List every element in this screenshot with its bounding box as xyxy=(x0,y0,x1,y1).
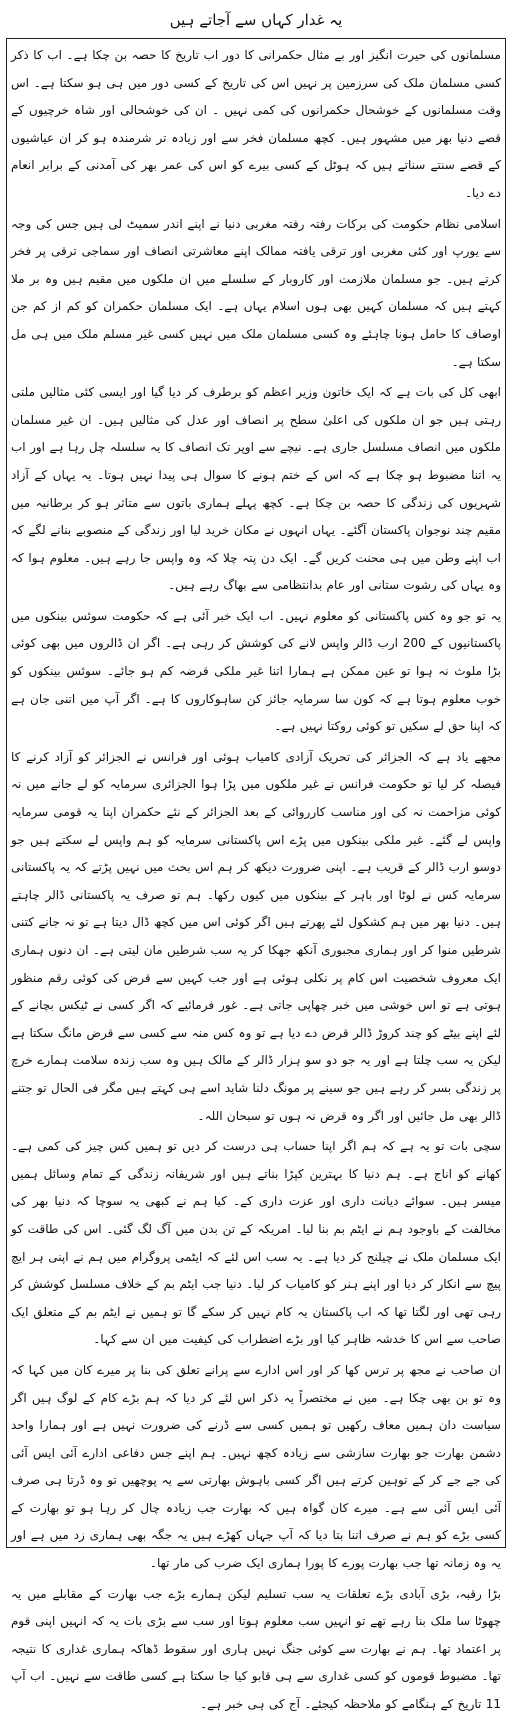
article-paragraph: مسلمانوں کی حیرت انگیز اور بے مثال حکمرانی کا دور اب تاریخ کا حصہ بن چکا ہے۔ اب کا ذکر کسی مسلمان ملک کی سرزمین پر نہیں اس کی تاریخ کے کسی دور میں ہی ہو سکتا ہے۔ اس وقت مسلمانوں کے خوشحال حکمرانوں کی کمی نہیں ۔ ان کی خوشحالی اور شاہ خرچیوں کے قصے دنیا بھر میں مشہور ہیں۔ کچھ مسلمان فخر سے اور زیادہ تر شرمندہ ہو کر ان عیاشیوں کے قصے سنتے سناتے ہیں کہ ہوٹل کے کسی بیرے کو اس کی عمر بھر کی آمدنی کے برابر انعام دے دیا۔ xyxy=(11,48,501,200)
article-headline: یہ غدار کہاں سے آجاتے ہیں xyxy=(169,11,343,29)
article-paragraph: سچی بات تو یہ ہے کہ ہم اگر اپنا حساب ہی درست کر دیں تو ہمیں کس چیز کی کمی ہے۔ کھانے کو اناج ہے۔ ہم دنیا کا بہترین کپڑا بناتے ہیں اور شریفانہ زندگی کے تمام وسائل ہمیں میسر ہیں۔ سوائے دیانت داری اور عزت داری کے۔ کیا ہم نے کبھی یہ سوچا کہ دنیا بھر کی مخالفت کے باوجود ہم نے ایٹم بم بنا لیا۔ امریکہ کے تن بدن میں آگ لگ گئی۔ اس کی طاقت کو ایک مسلمان ملک نے چیلنج کر دیا ہے۔ یہ سب اس لئے کہ ایٹمی پروگرام میں ہم نے اپنی ہر ایچ پیچ سے انکار کر دیا اور اپنے ہنر کو کامیاب کر لیا۔ دنیا جب ایٹم بم کے خلاف مسلسل کوشش کر رہی تھی اور لگتا تھا کہ اب پاکستان یہ کام نہیں کر سکے گا تو ہمیں نے ایٹم بم کے متعلق ایک صاحب سے اس کا خدشہ ظاہر کیا اور بڑے اضطراب کی کیفیت میں ان سے کہا۔ xyxy=(11,1139,501,1347)
article-paragraph: ان صاحب نے مجھ پر ترس کھا کر اور اس ادارے سے پرانے تعلق کی بنا پر میرے کان میں کہا کہ وہ تو بن بھی چکا ہے۔ میں نے مختصراً یہ ذکر اس لئے کر دیا کہ ہم بڑے کام کے لوگ ہیں اگر سیاست دان ہمیں معاف رکھیں تو ہمیں کسی سے ڈرنے کی ضرورت نہیں ہے اور ہمارا واحد دشمن بھارت جو بھارت سازشی سے زیادہ کچھ نہیں۔ ہم اپنے جس دفاعی ادارے آئی ایس آئی کی جے جے کر کے توہین کرتے ہیں اگر کسی باہوش بھارتی سے یہ پوچھیں تو وہ ڈرتا ہی صرف آئی ایس آئی سے ہے۔ میرے کان گواہ ہیں کہ بھارت جب زیادہ چال کر رہا ہو تو بھارت کے کسی بڑے کو ہم نے صرف اتنا بتا دیا کہ آپ جہاں کھڑے ہیں یہ جگہ بھی ہماری زد میں ہے اور یہ وہ زمانہ تھا جب بھارت پورے کا پورا ہماری ایک ضرب کی مار تھا۔ xyxy=(11,1362,501,1571)
article-paragraph: اسلامی نظام حکومت کی برکات رفتہ رفتہ مغربی دنیا نے اپنے اندر سمیٹ لی ہیں جس کی وجہ سے یورپ اور کئی مغربی اور ترقی یافتہ ممالک اپنے معاشرتی انصاف اور سماجی ترقی پر فخر کرتے ہیں۔ جو مسلمان ملازمت اور کاروبار کے سلسلے میں ان ملکوں میں مقیم ہیں وہ بر ملا کہتے ہیں کہ مسلمان کہیں بھی ہوں اسلام یہاں ہے۔ ایک مسلمان حکمران کو کم از کم جن اوصاف کا حامل ہونا چاہئے وہ کسی مسلمان ملک میں نہیں کسی غیر مسلم ملک میں ہی مل سکتا ہے۔ xyxy=(11,216,501,369)
article-paragraph: مجھے یاد ہے کہ الجزائر کی تحریک آزادی کامیاب ہوئی اور فرانس نے الجزائر کو آزاد کرنے کا فیصلہ کر لیا تو حکومت فرانس نے غیر ملکوں میں پڑا ہوا الجزائری سرمایہ کو لے جانے میں نہ کوئی مزاحمت نہ کی اور مناسب کارروائی کے بعد الجزائر کے نئے حکمران اپنا یہ قومی سرمایہ واپس لے گئے۔ غیر ملکی بینکوں میں پڑے اس پاکستانی سرمایہ کو ہم واپس لے سکتے ہیں جو دوسو ارب ڈالر کے قریب ہے۔ اپنی ضرورت دیکھ کر ہم اس بحث میں نہیں پڑتے کہ یہ پاکستانی سرمایہ کس نے لوٹا اور باہر کے بینکوں میں کیوں رکھا۔ ہم تو صرف یہ پاکستانی ڈالر چاہتے ہیں۔ دنیا بھر میں ہم کشکول لئے پھرتے ہیں اگر کوئی اس میں کچھ ڈال دیتا ہے تو نہ جانے کتنی شرطیں منوا کر اور ہماری مجبوری آنکھ جھکا کر یہ سب شرطیں مان لیتی ہے۔ ان دنوں ہماری ایک معروف شخصیت اس کام پر نکلی ہوئی ہے اور جب کہیں سے قرض کی کوئی رقم منظور ہوتی ہے تو اس خوشی میں خبر چھاپی جاتی ہے۔ غور فرمائیے کہ اگر کسی نے ٹیکس بچانے کے لئے اپنے بیٹے کو چند کروڑ ڈالر قرض دے دیا ہے تو وہ کس منہ سے کسی سے قرض مانگ سکتا ہے لیکن یہ سب چلتا ہے اور یہ جو دو سو ہزار ڈالر کے مالک ہیں وہ سب زندہ سلامت ہمارے خرچ پر زندگی بسر کر رہے ہیں جو سینے پر مونگ دلنا شاید اسے ہی کہتے ہیں مگر فی الحال تو جتنے ڈالر بھی مل جائیں اور اگر وہ قرض نہ ہوں تو سبحان اللہ۔ xyxy=(11,749,501,1123)
article-paragraph: یہ تو جو وہ کس پاکستانی کو معلوم نہیں۔ اب ایک خبر آئی ہے کہ حکومت سوئس بینکوں میں پاکستانیوں کے 200 ارب ڈالر واپس لانے کی کوشش کر رہی ہے۔ اگر ان ڈالروں میں بھی کوئی بڑا ملوث نہ ہوا تو عین ممکن ہے ہمارا اتنا غیر ملکی قرضہ کم ہو جائے۔ سوئس بینکوں کو خوب معلوم ہوتا ہے کہ کون سا سرمایہ جائز کن ساہوکاروں کا ہے۔ اگر آپ میں اتنی جان ہے کہ اپنا حق لے سکیں تو کوئی روکتا نہیں ہے۔ xyxy=(11,608,501,734)
article-paragraph: ابھی کل کی بات ہے کہ ایک خاتون وزیر اعظم کو برطرف کر دیا گیا اور ایسی کئی مثالیں ملتی رہتی ہیں جو ان ملکوں کی اعلیٰ سطح پر انصاف اور عدل کی مثالیں ہیں۔ ان غیر مسلمان ملکوں میں انصاف مسلسل جاری ہے۔ نیچے سے اوپر تک انصاف کا یہ سلسلہ چل رہا ہے اور اب یہ اتنا مضبوط ہو چکا ہے کہ اس کے ختم ہونے کا سوال ہی پیدا نہیں ہوتا۔ یہ یہاں کے آزاد شہریوں کی زندگی کا حصہ بن چکا ہے۔ کچھ پہلے ہماری باتوں سے متاثر ہو کر برطانیہ میں مقیم چند نوجوان پاکستان آگئے۔ یہاں انہوں نے مکان خرید لیا اور زندگی کے منصوبے بنانے لگے کہ اب اپنے وطن میں ہی محنت کریں گے۔ ایک دن پتہ چلا کہ وہ واپس جا رہے ہیں۔ معلوم ہوا کہ وہ یہاں کی رشوت ستانی اور عام بدانتظامی سے بھاگ رہے ہیں۔ xyxy=(11,385,501,593)
article-column xyxy=(6,38,506,1712)
article-paragraph: بڑا رقبہ، بڑی آبادی بڑے تعلقات یہ سب تسلیم لیکن ہمارے بڑے جب بھارت کے مقابلے میں یہ چھوٹا سا ملک بنا رہے تھے تو انہیں سب معلوم ہوتا اور سب سے بڑی بات یہ کہ انہیں اپنی قوم پر اعتماد تھا۔ ہم نے بھارت سے کوئی جنگ نہیں ہاری اور سقوط ڈھاکہ ہماری غداری کا نتیجہ تھا۔ مضبوط قوموں کو کسی غداری سے ہی قابو کیا جا سکتا ہے کسی طاقت سے نہیں۔ اب آپ 11 تاریخ کے ہنگامے کو ملاحظہ کیجئے۔ آج کی ہی خبر ہے۔ xyxy=(11,1586,501,1712)
